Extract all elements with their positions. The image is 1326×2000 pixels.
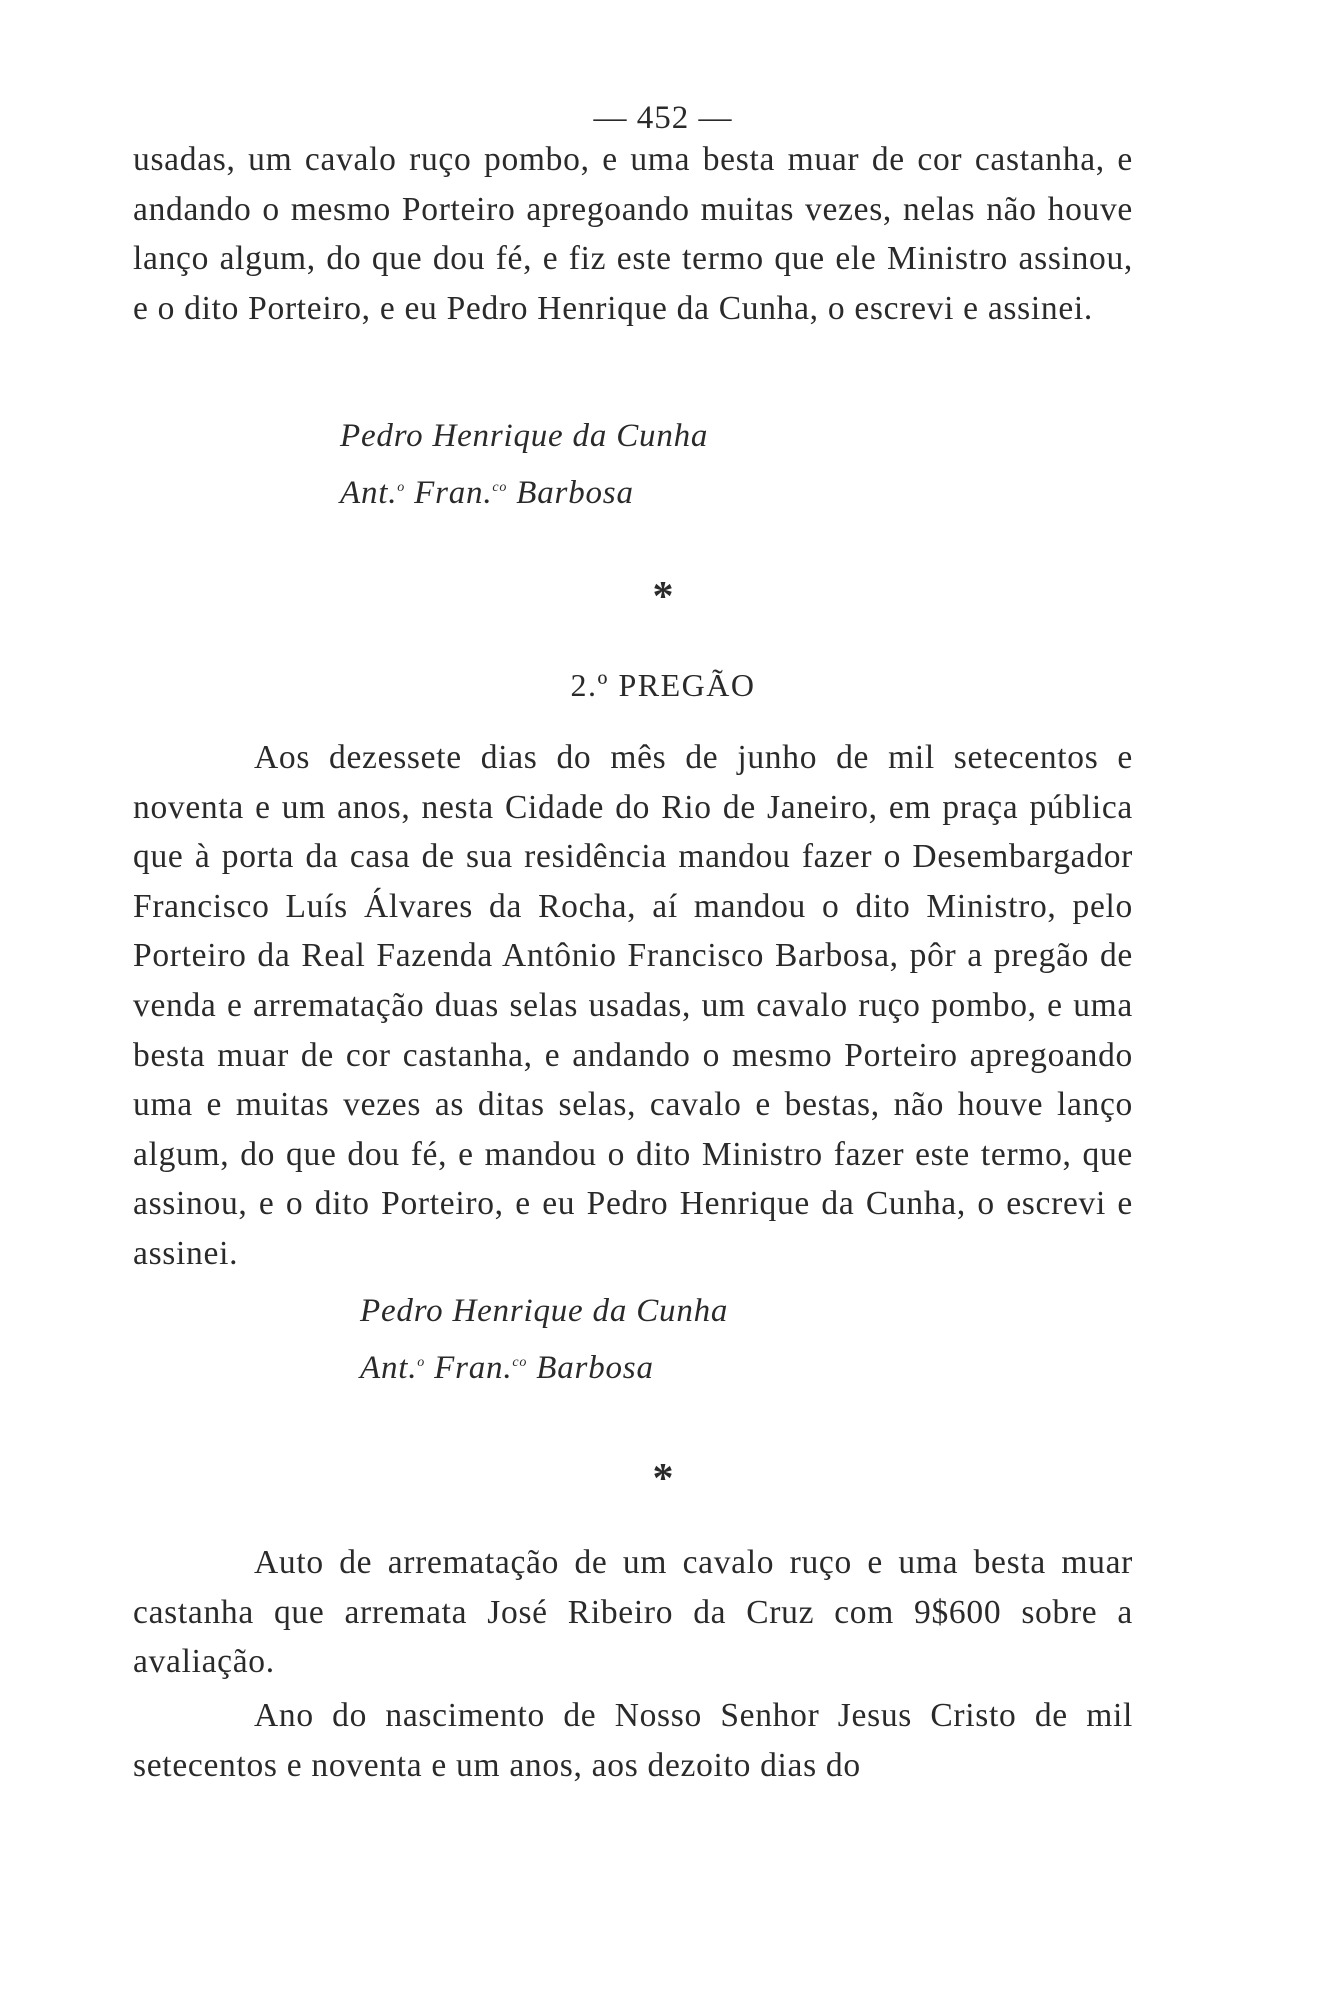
pregao-paragraph: Aos dezessete dias do mês de junho de mil setecentos e noventa e um anos, nesta Cidade do Rio de Janeiro, em praça pública que à porta da casa de sua residência mandou fazer o Desembargador Francisco Luís Álvares da Rocha, aí mandou o dito Ministro, pelo Porteiro da Real Fazenda Antônio Francisco Barbosa, pôr a pregão de venda e arrematação duas selas usadas, um cavalo ruço pombo, e uma besta muar de cor castanha, e andando o mesmo Porteiro apregoando uma e muitas vezes as ditas selas, cavalo e bestas, não houve lanço algum, do que dou fé, e mandou o dito Ministro fazer este termo, que assinou, e o dito Porteiro, e eu Pedro Henrique da Cunha, o escrevi e assinei.: [133, 739, 1133, 1272]
signature-surname-2: Ant.$^o$ Fran.$^{co}$ Barbosa: [360, 1350, 654, 1386]
section-separator-1: *: [652, 574, 674, 620]
section-separator-2: *: [652, 1456, 674, 1502]
section-heading: 2.º PREGÃO: [570, 667, 756, 703]
page-number: — 452 —: [593, 100, 733, 136]
signature-name-2: Pedro Henrique da Cunha: [360, 1293, 729, 1329]
signature-name-1: Pedro Henrique da Cunha: [340, 418, 709, 454]
signature-surname-1: Ant.$^o$ Fran.$^{co}$ Barbosa: [340, 475, 634, 511]
final-paragraph: Ano do nascimento de Nosso Senhor Jesus Cristo de mil setecentos e noventa e um anos, aos dezoito dias do: [133, 1697, 1133, 1784]
continuation-paragraph: usadas, um cavalo ruço pombo, e uma besta muar de cor castanha, e andando o mesmo Porteiro apregoando muitas vezes, nelas não houve lanço algum, do que dou fé, e fiz este termo que ele Ministro assinou, e o dito Porteiro, e eu Pedro Henrique da Cunha, o escrevi e assinei.: [133, 141, 1133, 327]
auto-paragraph: Auto de arrematação de um cavalo ruço e uma besta muar castanha que arremata José Ribeiro da Cruz com 9$600 sobre a avaliação.: [133, 1544, 1133, 1681]
